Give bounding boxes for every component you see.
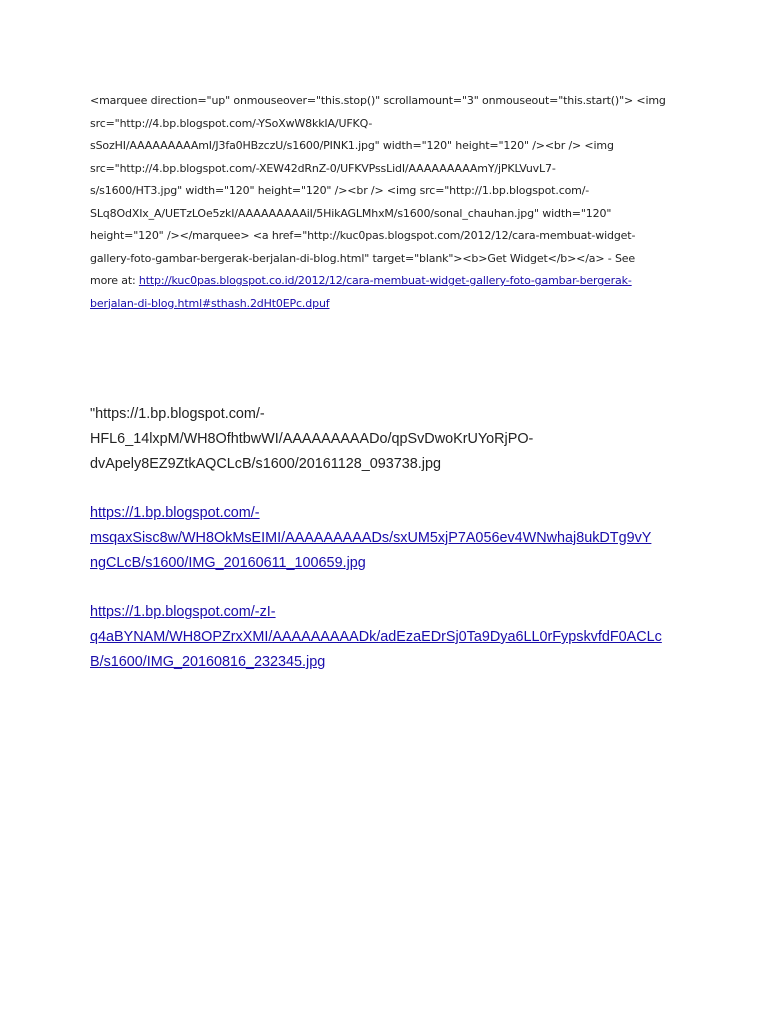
- url-hyperlink[interactable]: [90, 501, 690, 576]
- see-more-link[interactable]: http://kuc0pas.blogspot.co.id/2012/12/cara-membuat-widget-gallery-foto-gambar-bergerak-: [138, 274, 632, 287]
- see-more-prefix: more at:: [90, 274, 139, 287]
- url-hyperlink[interactable]: [90, 600, 690, 675]
- code-line: sSozHI/AAAAAAAAAmI/J3fa0HBzczU/s1600/PINK1.jpg" width="120" height="120" /><br /> <img: [90, 139, 614, 152]
- url-paragraph-plain: [90, 402, 690, 477]
- url-line: HFL6_14lxpM/WH8OfhtbwWI/AAAAAAAAADo/qpSvDwoKrUYoRjPO-: [90, 431, 534, 447]
- url-link-line[interactable]: q4aBYNAM/WH8OPZrxXMI/AAAAAAAAADk/adEzaEDrSj0Ta9Dya6LL0rFypskvfdF0ACLc: [90, 629, 662, 645]
- see-more-link-continued[interactable]: berjalan-di-blog.html#sthash.2dHt0EPc.dpuf: [90, 296, 330, 310]
- code-line: src="http://4.bp.blogspot.com/-YSoXwW8kkIA/UFKQ-: [90, 116, 373, 130]
- code-line: <marquee direction="up" onmouseover="this.stop()" scrollamount="3" onmouseout="this.start()"> <img: [90, 94, 666, 107]
- url-link-line[interactable]: B/s1600/IMG_20160816_232345.jpg: [90, 654, 326, 670]
- url-link-line[interactable]: ngCLcB/s1600/IMG_20160611_100659.jpg: [90, 555, 366, 571]
- url-link-line[interactable]: https://1.bp.blogspot.com/-zI-: [90, 604, 276, 620]
- code-line: gallery-foto-gambar-bergerak-berjalan-di-blog.html" target="blank"><b>Get Widget</b></a> - See: [90, 251, 636, 265]
- image-url-list: [90, 402, 690, 699]
- url-link-line[interactable]: https://1.bp.blogspot.com/-: [90, 505, 260, 521]
- code-line: s/s1600/HT3.jpg" width="120" height="120" /><br /> <img src="http://1.bp.blogspot.com/-: [90, 184, 590, 197]
- code-line: SLq8OdXIx_A/UETzLOe5zkI/AAAAAAAAAiI/5HikAGLMhxM/s1600/sonal_chauhan.jpg" width="120": [90, 206, 612, 220]
- code-snippet-paragraph: [90, 90, 682, 315]
- code-line: height="120" /></marquee> <a href="http://kuc0pas.blogspot.com/2012/12/cara-membuat-widget-: [90, 229, 636, 242]
- url-line: dvApely8EZ9ZtkAQCLcB/s1600/20161128_093738.jpg: [90, 456, 441, 472]
- url-line: "https://1.bp.blogspot.com/-: [90, 406, 265, 422]
- see-more-line: [90, 270, 682, 293]
- url-link-line[interactable]: msqaxSisc8w/WH8OkMsEIMI/AAAAAAAAADs/sxUM5xjP7A056ev4WNwhaj8ukDTg9vY: [90, 530, 652, 546]
- code-line: src="http://4.bp.blogspot.com/-XEW42dRnZ-0/UFKVPssLidI/AAAAAAAAAmY/jPKLVuvL7-: [90, 161, 556, 175]
- see-more-line: [90, 293, 682, 316]
